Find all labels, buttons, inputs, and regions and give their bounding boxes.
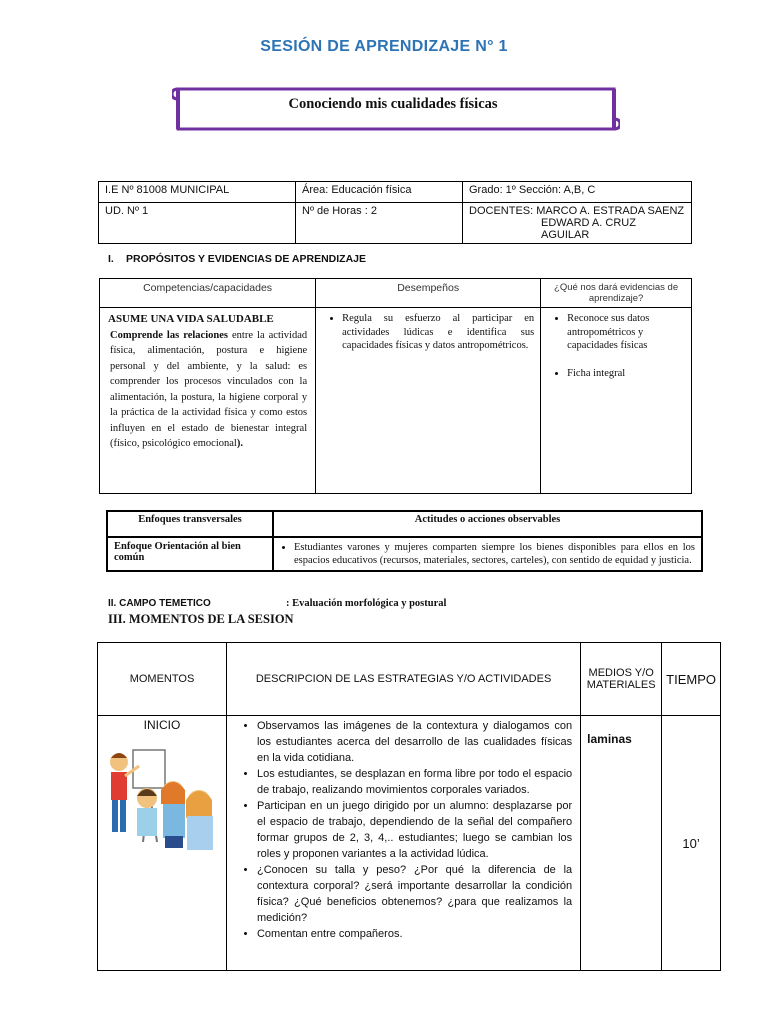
header-descripcion: DESCRIPCION DE LAS ESTRATEGIAS Y/O ACTIVIDADES: [226, 643, 580, 716]
docentes-line-2: EDWARD A. CRUZ AGUILAR: [541, 217, 636, 241]
inicio-label: INICIO: [143, 718, 181, 732]
area-cell: Área: Educación física: [296, 182, 463, 203]
evidencias-cell: [541, 308, 692, 494]
section-2-label: II. CAMPO TEMETICO: [108, 598, 211, 609]
header-enfoques: Enfoques transversales: [107, 511, 273, 537]
enfoque-cell: Enfoque Orientación al bien común: [107, 537, 273, 571]
actitud-item: • Estudiantes varones y mujeres comparten siempre los bienes disponibles para ellos en los espacios educativos (recursos, materiales, sectores, carteles), con sentido de equidad y justicia.: [294, 541, 695, 567]
actividad-item-4: • ¿Conocen su talla y peso? ¿Por qué la diferencia de la contextura corporal? ¿será importante desarrollar la condición física? ¿Qué beneficios obtenemos? ¿para que realizamos la medición?: [257, 862, 572, 926]
enfoques-table: [106, 510, 703, 572]
info-table: [98, 181, 692, 244]
students-illustration: [103, 742, 221, 852]
docentes-cell: [463, 203, 692, 244]
header-tiempo: TIEMPO: [662, 643, 721, 716]
horas-cell: Nº de Horas : 2: [296, 203, 463, 244]
actitud-cell: [273, 537, 702, 571]
actividad-item-2: • Los estudiantes, se desplazan en forma libre por todo el espacio de trabajo, realizando movimientos corporales variados.: [257, 766, 572, 798]
ud-cell: UD. Nº 1: [99, 203, 296, 244]
section-1-title: PROPÓSITOS Y EVIDENCIAS DE APRENDIZAJE: [126, 253, 367, 265]
grado-cell: Grado: 1º Sección: A,B, C: [463, 182, 692, 203]
competencia-cell: [100, 308, 316, 494]
capacidad-end: ).: [236, 438, 243, 449]
header-competencias: Competencias/capacidades: [100, 279, 316, 308]
ie-cell: I.E Nº 81008 MUNICIPAL: [99, 182, 296, 203]
inicio-cell: [98, 716, 227, 971]
evidencia-item-1: • Reconoce sus datos antropométricos y capacidades físicas: [567, 312, 685, 353]
actividad-item-5: • Comentan entre compañeros.: [257, 926, 572, 942]
section-1-number: I.: [108, 253, 114, 265]
competencia-title: ASUME UNA VIDA SALUDABLE: [108, 313, 274, 325]
header-evidencias: ¿Qué nos dará evidencias de aprendizaje?: [541, 279, 692, 308]
section-3-heading: III. MOMENTOS DE LA SESION: [108, 612, 294, 626]
page-title: SESIÓN DE APRENDIZAJE N° 1: [260, 38, 508, 55]
capacidad-text: entre la actividad física, alimentación, postura e higiene personal y del ambiente, y la salud: es comprender los procesos vinculados con la alimentación, la postura, la higiene corporal y la práctica de la actividad física y como estos influyen en el estado de bienestar integral (físico, psicológico emocional: [110, 329, 308, 449]
capacidad-lead: Comprende las relaciones: [110, 329, 228, 341]
momentos-table: [97, 642, 721, 971]
materiales-cell: laminas: [581, 716, 662, 971]
tiempo-cell: 10’: [662, 716, 721, 971]
actividad-item-3: • Participan en un juego dirigido por un alumno: desplazarse por el espacio de trabajo, dependiendo de la señal del compañero formar grupos de 2, 3, 4,.. estudiantes; luego se cambian los roles y proponen variantes a la actividad lúdica.: [257, 798, 572, 862]
section-1-heading: [108, 253, 366, 265]
actividad-item-1: • Observamos las imágenes de la contextura y dialogamos con los estudiantes acerca del desarrollo de las cualidades físicas en la vida cotidiana.: [257, 718, 572, 766]
competencias-table: [99, 278, 692, 494]
header-medios: MEDIOS Y/O MATERIALES: [581, 643, 662, 716]
docentes-line-1: DOCENTES: MARCO A. ESTRADA SAENZ: [469, 205, 685, 217]
header-desempenos: Desempeños: [316, 279, 541, 308]
desempeno-cell: [316, 308, 541, 494]
desempeno-item: • Regula su esfuerzo al participar en actividades lúdicas e identifica sus capacidades físicas y datos antropométricos.: [342, 312, 534, 353]
header-actitudes: Actitudes o acciones observables: [273, 511, 702, 537]
header-momentos: MOMENTOS: [98, 643, 227, 716]
section-2-value: : Evaluación morfológica y postural: [286, 598, 447, 609]
evidencia-item-2: • Ficha integral: [567, 367, 685, 381]
inicio-actividades-cell: [226, 716, 580, 971]
banner-title: Conociendo mis cualidades físicas: [288, 96, 498, 112]
